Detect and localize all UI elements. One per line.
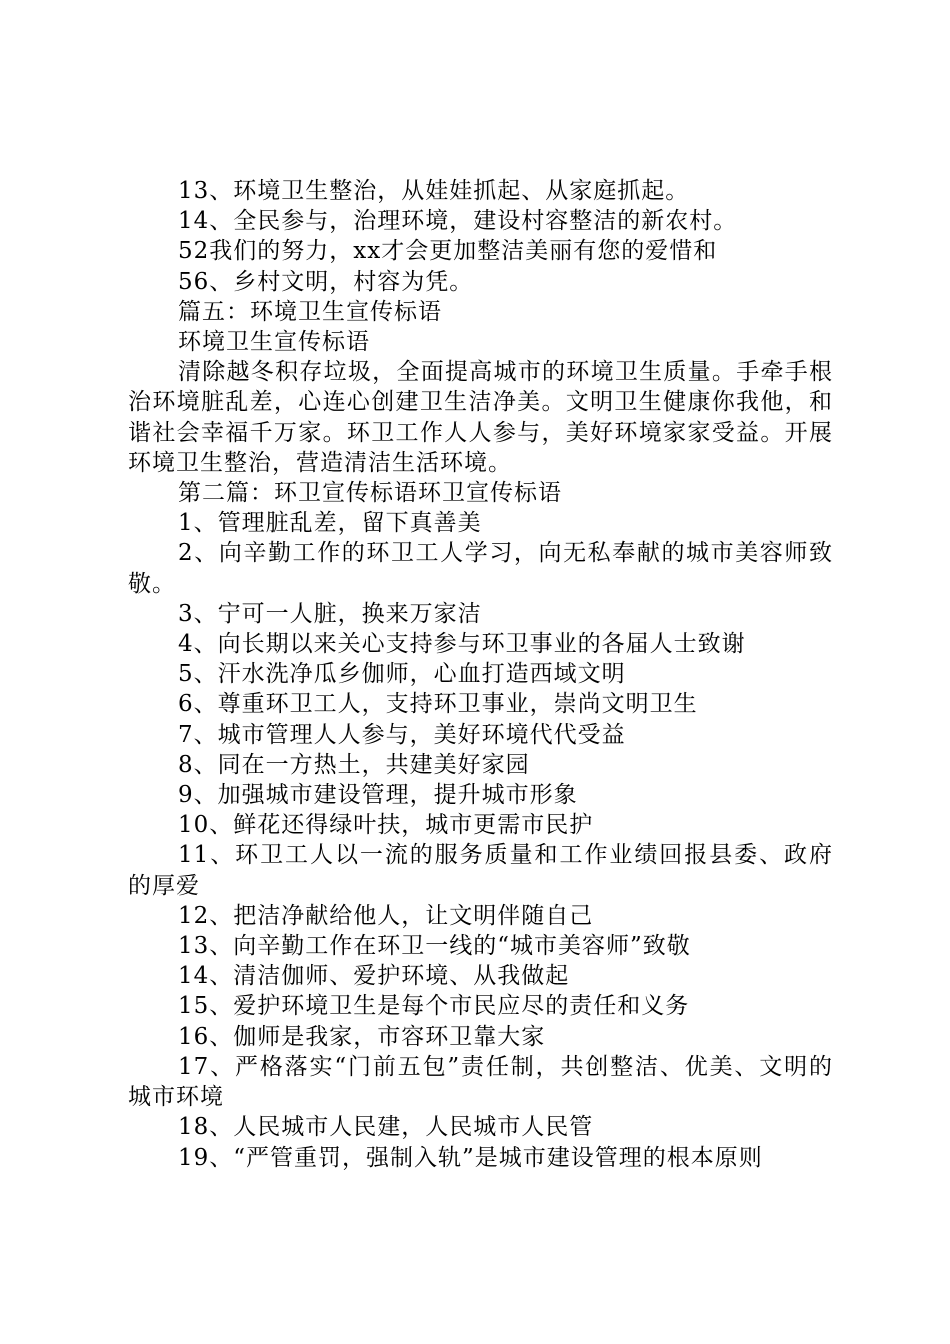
paragraph: 13、环境卫生整治，从娃娃抓起、从家庭抓起。 bbox=[178, 178, 690, 204]
paragraph: 56、乡村文明，村容为凭。 bbox=[178, 268, 474, 295]
list-item: 14、清洁伽师、爱护环境、从我做起 bbox=[178, 963, 570, 990]
list-item: 8、同在一方热土，共建美好家园 bbox=[178, 751, 530, 778]
list-item: 17、严格落实“门前五包”责任制，共创整洁、优美、文明的城市环境 bbox=[128, 1053, 833, 1111]
section-title: 环境卫生宣传标语 bbox=[178, 329, 370, 356]
document-body bbox=[128, 176, 833, 1173]
list-item: 6、尊重环卫工人，支持环卫事业，崇尚文明卫生 bbox=[178, 691, 698, 718]
paragraph: 清除越冬积存垃圾，全面提高城市的环境卫生质量。手牵手根治环境脏乱差，心连心创建卫生洁净美。文明卫生健康你我他，和谐社会幸福千万家。环卫工作人人参与，美好环境家家受益。开展环境卫生整治，营造清洁生活环境。 bbox=[128, 359, 833, 476]
list-item: 13、向辛勤工作在环卫一线的“城市美容师”致敬 bbox=[178, 933, 691, 960]
list-item: 4、向长期以来关心支持参与环卫事业的各届人士致谢 bbox=[178, 631, 746, 658]
list-item: 12、把洁净献给他人，让文明伴随自己 bbox=[178, 902, 594, 929]
list-item: 2、向辛勤工作的环卫工人学习，向无私奉献的城市美容师致敬。 bbox=[128, 540, 833, 597]
list-item: 9、加强城市建设管理，提升城市形象 bbox=[178, 782, 578, 809]
paragraph: 52我们的努力，xx才会更加整洁美丽有您的爱惜和 bbox=[178, 238, 718, 265]
list-item: 1、管理脏乱差，留下真善美 bbox=[178, 510, 482, 537]
list-item: 3、宁可一人脏，换来万家洁 bbox=[178, 600, 482, 627]
list-item: 19、“严管重罚，强制入轨”是城市建设管理的根本原则 bbox=[178, 1144, 763, 1171]
list-item: 5、汗水洗净瓜乡伽师，心血打造西域文明 bbox=[178, 661, 626, 688]
paragraph: 14、全民参与，治理环境，建设村容整洁的新农村。 bbox=[178, 208, 738, 235]
list-item: 7、城市管理人人参与，美好环境代代受益 bbox=[178, 721, 626, 748]
list-item: 15、爱护环境卫生是每个市民应尽的责任和义务 bbox=[178, 993, 690, 1020]
section-heading: 篇五：环境卫生宣传标语 bbox=[178, 298, 442, 325]
list-item: 10、鲜花还得绿叶扶，城市更需市民护 bbox=[178, 812, 594, 839]
list-item: 16、伽师是我家，市容环卫靠大家 bbox=[178, 1023, 546, 1050]
list-item: 11、环卫工人以一流的服务质量和工作业绩回报县委、政府的厚爱 bbox=[128, 842, 833, 899]
section-heading: 第二篇：环卫宣传标语环卫宣传标语 bbox=[178, 480, 562, 507]
list-item: 18、人民城市人民建，人民城市人民管 bbox=[178, 1114, 594, 1141]
